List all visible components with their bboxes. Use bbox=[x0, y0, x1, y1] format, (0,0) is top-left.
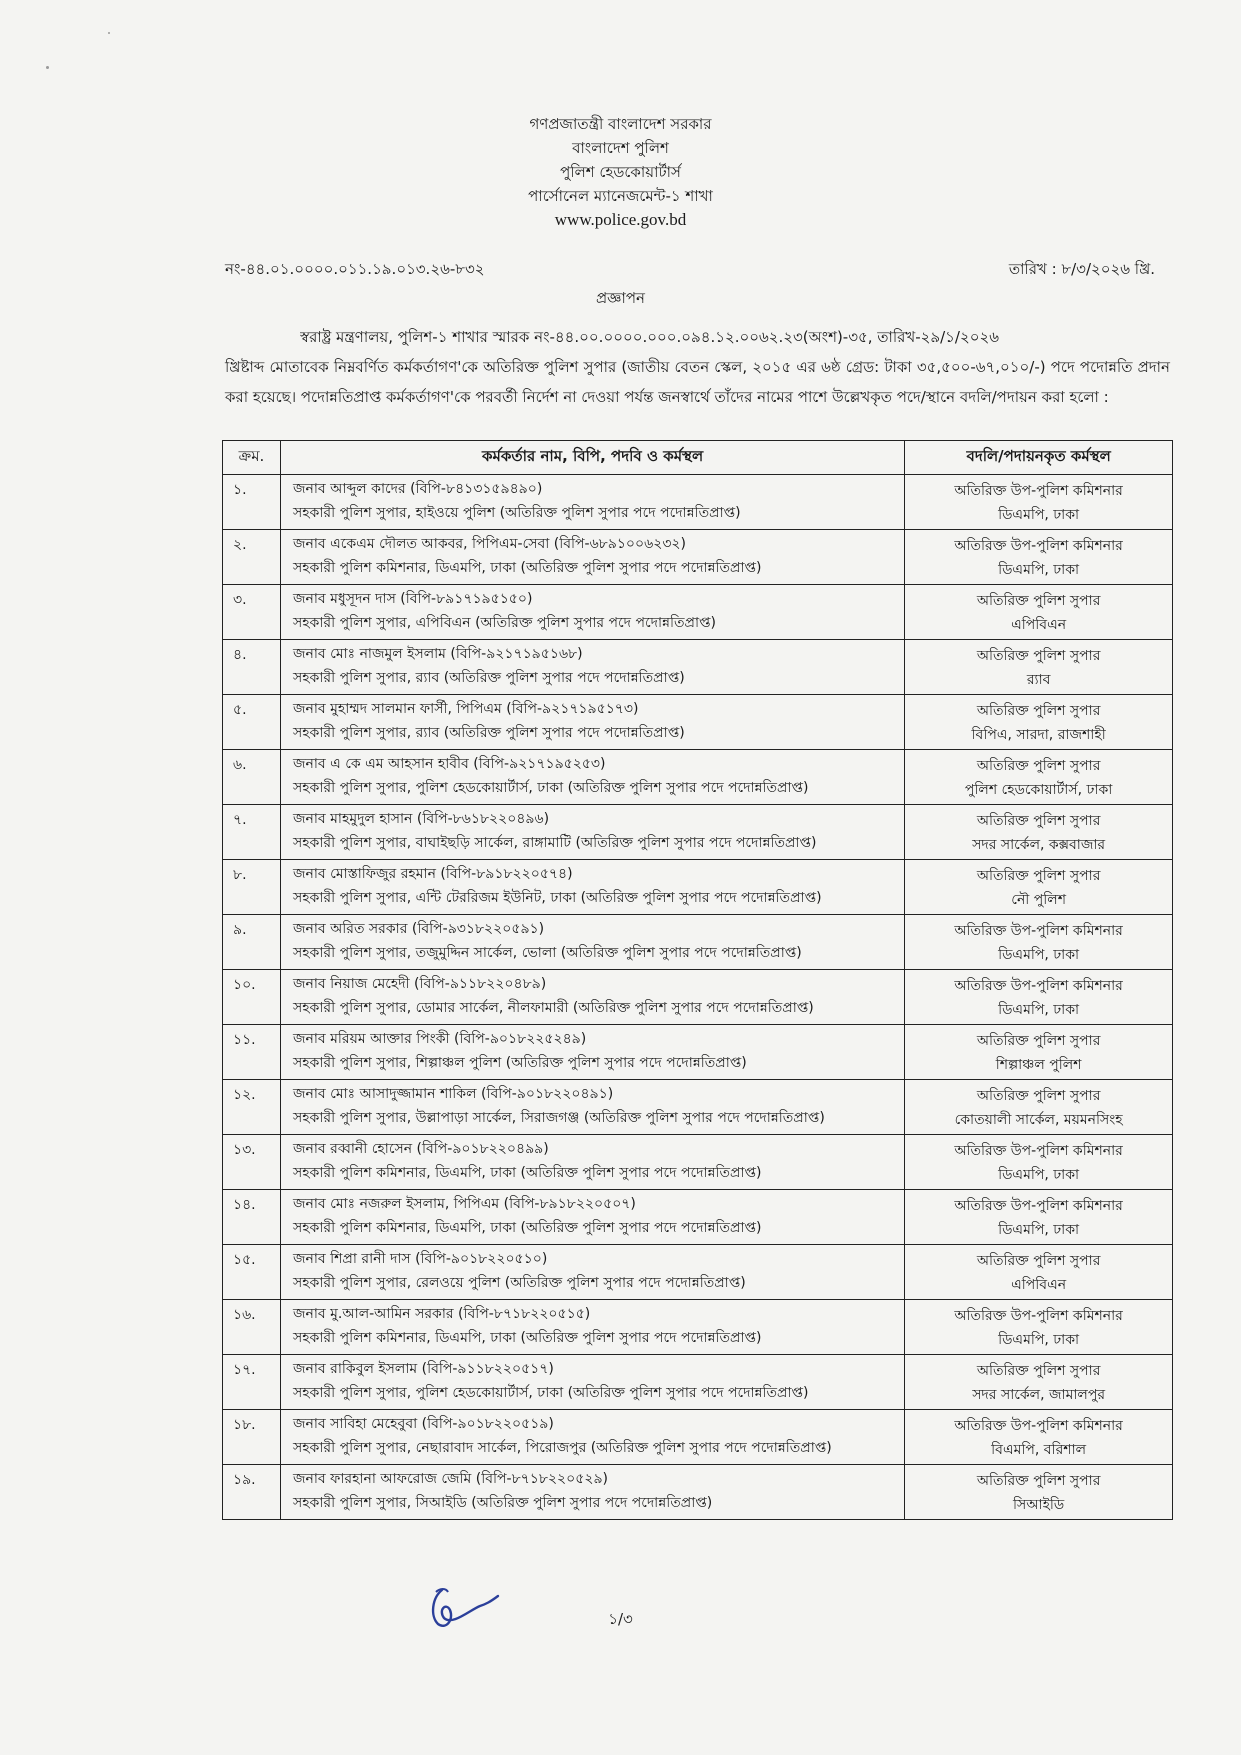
officer-name: জনাব মধুসূদন দাস (বিপি-৮৯১৭১৯৫১৫০) bbox=[292, 591, 533, 607]
row-serial: ৩. bbox=[223, 585, 281, 640]
posting-designation: অতিরিক্ত উপ-পুলিশ কমিশনার bbox=[954, 978, 1123, 994]
officer-name: জনাব মাহমুদুল হাসান (বিপি-৮৬১৮২২০৪৯৬) bbox=[292, 811, 550, 827]
office-name: পুলিশ হেডকোয়ার্টার্স bbox=[560, 163, 681, 181]
officer-name: জনাব নিয়াজ মেহেদী (বিপি-৯১১৮২২০৪৮৯) bbox=[292, 976, 547, 992]
officer-name: জনাব রাকিবুল ইসলাম (বিপি-৯১১৮২২০৫১৭) bbox=[292, 1361, 554, 1377]
row-officer bbox=[280, 1410, 904, 1465]
memo-number: নং-৪৪.০১.০০০০.০১১.১৯.০১৩.২৬-৮৩২ bbox=[225, 260, 485, 278]
officer-current-post: সহকারী পুলিশ সুপার, নেছারাবাদ সার্কেল, পিরোজপুর (অতিরিক্ত পুলিশ সুপার পদে পদোন্নতিপ্রাপ্ত) bbox=[292, 1440, 832, 1456]
row-serial: ১৪. bbox=[223, 1190, 281, 1245]
posting-designation: অতিরিক্ত উপ-পুলিশ কমিশনার bbox=[954, 1198, 1123, 1214]
posting-designation: অতিরিক্ত পুলিশ সুপার bbox=[976, 703, 1101, 719]
branch-name: পার্সোনেল ম্যানেজমেন্ট-১ শাখা bbox=[528, 187, 713, 205]
row-posting bbox=[905, 915, 1173, 970]
officer-name: জনাব মু.আল-আমিন সরকার (বিপি-৮৭১৮২২০৫১৫) bbox=[292, 1306, 591, 1322]
posting-designation: অতিরিক্ত উপ-পুলিশ কমিশনার bbox=[954, 923, 1123, 939]
posting-location: এপিবিএন bbox=[1011, 1277, 1067, 1293]
officer-current-post: সহকারী পুলিশ সুপার, উল্লাপাড়া সার্কেল, সিরাজগঞ্জ (অতিরিক্ত পুলিশ সুপার পদে পদোন্নতিপ্রাপ্ত) bbox=[292, 1110, 825, 1126]
posting-location: বিএমপি, বরিশাল bbox=[991, 1442, 1087, 1458]
officer-current-post: সহকারী পুলিশ সুপার, তজুমুদ্দিন সার্কেল, ভোলা (অতিরিক্ত পুলিশ সুপার পদে পদোন্নতিপ্রাপ্ত) bbox=[292, 945, 802, 961]
table-row bbox=[223, 1300, 1173, 1355]
officer-name: জনাব রব্বানী হোসেন (বিপি-৯০১৮২২০৪৯৯) bbox=[292, 1141, 549, 1157]
table-row bbox=[223, 1135, 1173, 1190]
table-row bbox=[223, 640, 1173, 695]
row-officer bbox=[280, 1025, 904, 1080]
posting-location: শিল্পাঞ্চল পুলিশ bbox=[995, 1057, 1082, 1073]
officer-current-post: সহকারী পুলিশ সুপার, বাঘাইছড়ি সার্কেল, রাঙ্গামাটি (অতিরিক্ত পুলিশ সুপার পদে পদোন্নতিপ্রাপ্ত) bbox=[292, 835, 817, 851]
row-posting bbox=[905, 750, 1173, 805]
posting-designation: অতিরিক্ত পুলিশ সুপার bbox=[976, 648, 1101, 664]
officer-current-post: সহকারী পুলিশ কমিশনার, ডিএমপি, ঢাকা (অতিরিক্ত পুলিশ সুপার পদে পদোন্নতিপ্রাপ্ত) bbox=[292, 1220, 762, 1236]
officer-name: জনাব শিপ্রা রানী দাস (বিপি-৯০১৮২২০৫১০) bbox=[292, 1251, 548, 1267]
posting-designation: অতিরিক্ত উপ-পুলিশ কমিশনার bbox=[954, 1308, 1123, 1324]
officer-name: জনাব মোস্তাফিজুর রহমান (বিপি-৮৯১৮২২০৫৭৪) bbox=[292, 866, 573, 882]
officer-name: জনাব আব্দুল কাদের (বিপি-৮৪১৩১৫৯৪৯০) bbox=[292, 481, 543, 497]
row-posting bbox=[905, 475, 1173, 530]
row-officer bbox=[280, 915, 904, 970]
posting-designation: অতিরিক্ত পুলিশ সুপার bbox=[976, 1253, 1101, 1269]
government-name: গণপ্রজাতন্ত্রী বাংলাদেশ সরকার bbox=[529, 115, 712, 133]
row-officer bbox=[280, 1300, 904, 1355]
row-posting bbox=[905, 1190, 1173, 1245]
officer-current-post: সহকারী পুলিশ সুপার, রেলওয়ে পুলিশ (অতিরিক্ত পুলিশ সুপার পদে পদোন্নতিপ্রাপ্ত) bbox=[292, 1275, 746, 1291]
officer-current-post: সহকারী পুলিশ সুপার, হাইওয়ে পুলিশ (অতিরিক্ত পুলিশ সুপার পদে পদোন্নতিপ্রাপ্ত) bbox=[292, 505, 741, 521]
row-posting bbox=[905, 640, 1173, 695]
row-officer bbox=[280, 1355, 904, 1410]
officer-current-post: সহকারী পুলিশ সুপার, এপিবিএন (অতিরিক্ত পুলিশ সুপার পদে পদোন্নতিপ্রাপ্ত) bbox=[292, 615, 717, 631]
row-officer bbox=[280, 1245, 904, 1300]
posting-location: ডিএমপি, ঢাকা bbox=[998, 507, 1080, 523]
row-posting bbox=[905, 970, 1173, 1025]
memo-line bbox=[225, 258, 1155, 286]
officer-name: জনাব মোঃ আসাদুজ্জামান শাকিল (বিপি-৯০১৮২২০৪৯১) bbox=[292, 1086, 614, 1102]
posting-designation: অতিরিক্ত উপ-পুলিশ কমিশনার bbox=[954, 1418, 1123, 1434]
row-serial: ১৬. bbox=[223, 1300, 281, 1355]
officer-name: জনাব মুহাম্মদ সালমান ফার্সী, পিপিএম (বিপি-৯২১৭১৯৫১৭৩) bbox=[292, 701, 639, 717]
table-row bbox=[223, 915, 1173, 970]
body-paragraph bbox=[225, 352, 1170, 412]
row-posting bbox=[905, 1080, 1173, 1135]
table-row bbox=[223, 1190, 1173, 1245]
table-row bbox=[223, 860, 1173, 915]
promotion-table bbox=[222, 440, 1173, 1520]
row-officer bbox=[280, 805, 904, 860]
officer-name: জনাব মোঃ নাজমুল ইসলাম (বিপি-৯২১৭১৯৫১৬৮) bbox=[292, 646, 583, 662]
posting-location: ডিএমপি, ঢাকা bbox=[998, 1332, 1080, 1348]
memo-date: তারিখ : ৮/৩/২০২৬ খ্রি. bbox=[1008, 260, 1155, 278]
row-posting bbox=[905, 1410, 1173, 1465]
row-serial: ৫. bbox=[223, 695, 281, 750]
table-row bbox=[223, 805, 1173, 860]
posting-location: ডিএমপি, ঢাকা bbox=[998, 1222, 1080, 1238]
posting-location: পুলিশ হেডকোয়ার্টার্স, ঢাকা bbox=[964, 782, 1113, 798]
officer-current-post: সহকারী পুলিশ সুপার, শিল্পাঞ্চল পুলিশ (অতিরিক্ত পুলিশ সুপার পদে পদোন্নতিপ্রাপ্ত) bbox=[292, 1055, 747, 1071]
posting-designation: অতিরিক্ত পুলিশ সুপার bbox=[976, 1088, 1101, 1104]
table-row bbox=[223, 585, 1173, 640]
posting-designation: অতিরিক্ত পুলিশ সুপার bbox=[976, 1363, 1101, 1379]
row-posting bbox=[905, 1300, 1173, 1355]
row-posting bbox=[905, 1465, 1173, 1520]
table-row bbox=[223, 1245, 1173, 1300]
scan-speck bbox=[46, 66, 49, 69]
posting-designation: অতিরিক্ত উপ-পুলিশ কমিশনার bbox=[954, 538, 1123, 554]
row-officer bbox=[280, 860, 904, 915]
officer-current-post: সহকারী পুলিশ সুপার, র‌্যাব (অতিরিক্ত পুলিশ সুপার পদে পদোন্নতিপ্রাপ্ত) bbox=[292, 725, 685, 741]
row-serial: ৮. bbox=[223, 860, 281, 915]
table-row bbox=[223, 530, 1173, 585]
row-posting bbox=[905, 695, 1173, 750]
row-officer bbox=[280, 640, 904, 695]
table-row bbox=[223, 1465, 1173, 1520]
posting-designation: অতিরিক্ত পুলিশ সুপার bbox=[976, 1473, 1101, 1489]
row-serial: ১১. bbox=[223, 1025, 281, 1080]
row-posting bbox=[905, 1135, 1173, 1190]
posting-location: র‌্যাব bbox=[1026, 672, 1051, 688]
column-header-serial: ক্রম. bbox=[223, 441, 281, 475]
posting-location: সদর সার্কেল, জামালপুর bbox=[972, 1387, 1106, 1403]
posting-designation: অতিরিক্ত পুলিশ সুপার bbox=[976, 758, 1101, 774]
row-serial: ৭. bbox=[223, 805, 281, 860]
row-serial: ৯. bbox=[223, 915, 281, 970]
row-posting bbox=[905, 1025, 1173, 1080]
row-serial: ১০. bbox=[223, 970, 281, 1025]
row-posting bbox=[905, 860, 1173, 915]
row-officer bbox=[280, 585, 904, 640]
row-serial: ১৫. bbox=[223, 1245, 281, 1300]
table-header-row bbox=[223, 441, 1173, 475]
row-officer bbox=[280, 475, 904, 530]
officer-name: জনাব একেএম দৌলত আকবর, পিপিএম-সেবা (বিপি-৬৮৯১০০৬২৩২) bbox=[292, 536, 687, 552]
posting-location: সদর সার্কেল, কক্সবাজার bbox=[972, 837, 1106, 853]
table-row bbox=[223, 1080, 1173, 1135]
officer-name: জনাব এ কে এম আহসান হাবীব (বিপি-৯২১৭১৯৫২৫৩) bbox=[292, 756, 606, 772]
officer-current-post: সহকারী পুলিশ সুপার, র‌্যাব (অতিরিক্ত পুলিশ সুপার পদে পদোন্নতিপ্রাপ্ত) bbox=[292, 670, 685, 686]
posting-designation: অতিরিক্ত পুলিশ সুপার bbox=[976, 593, 1101, 609]
posting-designation: অতিরিক্ত পুলিশ সুপার bbox=[976, 813, 1101, 829]
posting-designation: অতিরিক্ত পুলিশ সুপার bbox=[976, 868, 1101, 884]
body-paragraph-text: খ্রিষ্টাব্দ মোতাবেক নিম্নবর্ণিত কর্মকর্তাগণ'কে অতিরিক্ত পুলিশ সুপার (জাতীয় বেতন স্কেল, ২০১৫ এর ৬ষ্ঠ গ্রেড: টাকা ৩৫,৫০০-৬৭,০১০/-) পদে পদোন্নতি প্রদান করা হয়েছে। পদোন্নতিপ্রাপ্ত কর্মকর্তাগণ'কে পরবর্তী নির্দেশ না দেওয়া পর্যন্ত জনস্বার্থে তাঁদের নামের পাশে উল্লেখকৃত পদে/স্থানে বদলি/পদায়ন করা হলো : bbox=[225, 358, 1170, 406]
officer-current-post: সহকারী পুলিশ কমিশনার, ডিএমপি, ঢাকা (অতিরিক্ত পুলিশ সুপার পদে পদোন্নতিপ্রাপ্ত) bbox=[292, 1165, 762, 1181]
row-posting bbox=[905, 1245, 1173, 1300]
row-serial: ১৭. bbox=[223, 1355, 281, 1410]
row-posting bbox=[905, 805, 1173, 860]
posting-designation: অতিরিক্ত উপ-পুলিশ কমিশনার bbox=[954, 1143, 1123, 1159]
officer-name: জনাব মোঃ নজরুল ইসলাম, পিপিএম (বিপি-৮৯১৮২২০৫০৭) bbox=[292, 1196, 636, 1212]
row-serial: ৪. bbox=[223, 640, 281, 695]
officer-current-post: সহকারী পুলিশ সুপার, এন্টি টেররিজম ইউনিট, ঢাকা (অতিরিক্ত পুলিশ সুপার পদে পদোন্নতিপ্রাপ্ত) bbox=[292, 890, 822, 906]
officer-current-post: সহকারী পুলিশ সুপার, পুলিশ হেডকোয়ার্টার্স, ঢাকা (অতিরিক্ত পুলিশ সুপার পদে পদোন্নতিপ্রাপ্ত) bbox=[292, 780, 809, 796]
row-posting bbox=[905, 1355, 1173, 1410]
posting-location: কোতয়ালী সার্কেল, ময়মনসিংহ bbox=[954, 1112, 1123, 1128]
row-officer bbox=[280, 695, 904, 750]
posting-location: ডিএমপি, ঢাকা bbox=[998, 1167, 1080, 1183]
officer-current-post: সহকারী পুলিশ কমিশনার, ডিএমপি, ঢাকা (অতিরিক্ত পুলিশ সুপার পদে পদোন্নতিপ্রাপ্ত) bbox=[292, 560, 762, 576]
row-officer bbox=[280, 1190, 904, 1245]
row-officer bbox=[280, 1465, 904, 1520]
row-officer bbox=[280, 970, 904, 1025]
column-header-posting: বদলি/পদায়নকৃত কর্মস্থল bbox=[905, 441, 1173, 475]
posting-location: এপিবিএন bbox=[1011, 617, 1067, 633]
row-serial: ২. bbox=[223, 530, 281, 585]
letterhead bbox=[0, 112, 1241, 232]
posting-location: ডিএমপি, ঢাকা bbox=[998, 562, 1080, 578]
row-posting bbox=[905, 530, 1173, 585]
posting-designation: অতিরিক্ত পুলিশ সুপার bbox=[976, 1033, 1101, 1049]
officer-current-post: সহকারী পুলিশ সুপার, পুলিশ হেডকোয়ার্টার্স, ঢাকা (অতিরিক্ত পুলিশ সুপার পদে পদোন্নতিপ্রাপ্ত) bbox=[292, 1385, 809, 1401]
posting-location: সিআইডি bbox=[1013, 1497, 1065, 1513]
row-serial: ১৮. bbox=[223, 1410, 281, 1465]
table-row bbox=[223, 970, 1173, 1025]
body-first-line-text: স্বরাষ্ট্র মন্ত্রণালয়, পুলিশ-১ শাখার স্মারক নং-৪৪.০০.০০০০.০০০.০৯৪.১২.০০৬২.২৩(অংশ)-৩৫, তারিখ-২৯/১/২০২৬ bbox=[300, 328, 999, 346]
table-row bbox=[223, 695, 1173, 750]
row-officer bbox=[280, 1080, 904, 1135]
posting-location: ডিএমপি, ঢাকা bbox=[998, 947, 1080, 963]
officer-name: জনাব সাবিহা মেহেবুবা (বিপি-৯০১৮২২০৫১৯) bbox=[292, 1416, 554, 1432]
page-number: ১/৩ bbox=[608, 1610, 633, 1628]
officer-name: জনাব অরিত সরকার (বিপি-৯৩১৮২২০৫৯১) bbox=[292, 921, 545, 937]
row-serial: ১২. bbox=[223, 1080, 281, 1135]
table-row bbox=[223, 475, 1173, 530]
row-serial: ৬. bbox=[223, 750, 281, 805]
row-officer bbox=[280, 1135, 904, 1190]
document-title: প্রজ্ঞাপন bbox=[595, 289, 646, 307]
row-serial: ১৩. bbox=[223, 1135, 281, 1190]
posting-location: ডিএমপি, ঢাকা bbox=[998, 1002, 1080, 1018]
table-row bbox=[223, 1025, 1173, 1080]
posting-designation: অতিরিক্ত উপ-পুলিশ কমিশনার bbox=[954, 483, 1123, 499]
row-serial: ১. bbox=[223, 475, 281, 530]
officer-current-post: সহকারী পুলিশ সুপার, ডোমার সার্কেল, নীলফামারী (অতিরিক্ত পুলিশ সুপার পদে পদোন্নতিপ্রাপ্ত) bbox=[292, 1000, 814, 1016]
scan-speck bbox=[108, 32, 110, 34]
column-header-officer: কর্মকর্তার নাম, বিপি, পদবি ও কর্মস্থল bbox=[280, 441, 904, 475]
officer-current-post: সহকারী পুলিশ কমিশনার, ডিএমপি, ঢাকা (অতিরিক্ত পুলিশ সুপার পদে পদোন্নতিপ্রাপ্ত) bbox=[292, 1330, 762, 1346]
row-officer bbox=[280, 530, 904, 585]
officer-current-post: সহকারী পুলিশ সুপার, সিআইডি (অতিরিক্ত পুলিশ সুপার পদে পদোন্নতিপ্রাপ্ত) bbox=[292, 1495, 713, 1511]
row-posting bbox=[905, 585, 1173, 640]
row-serial: ১৯. bbox=[223, 1465, 281, 1520]
organization-name: বাংলাদেশ পুলিশ bbox=[572, 139, 669, 157]
website: www.police.gov.bd bbox=[554, 210, 687, 229]
posting-location: বিপিএ, সারদা, রাজশাহী bbox=[971, 727, 1106, 743]
posting-location: নৌ পুলিশ bbox=[1011, 892, 1066, 908]
table-row bbox=[223, 1410, 1173, 1465]
officer-name: জনাব ফারহানা আফরোজ জেমি (বিপি-৮৭১৮২২০৫২৯) bbox=[292, 1471, 608, 1487]
officer-name: জনাব মরিয়ম আক্তার পিংকী (বিপি-৯০১৮২২৫২৪৯) bbox=[292, 1031, 587, 1047]
body-first-line bbox=[300, 322, 1170, 352]
table-row bbox=[223, 1355, 1173, 1410]
row-officer bbox=[280, 750, 904, 805]
table-row bbox=[223, 750, 1173, 805]
